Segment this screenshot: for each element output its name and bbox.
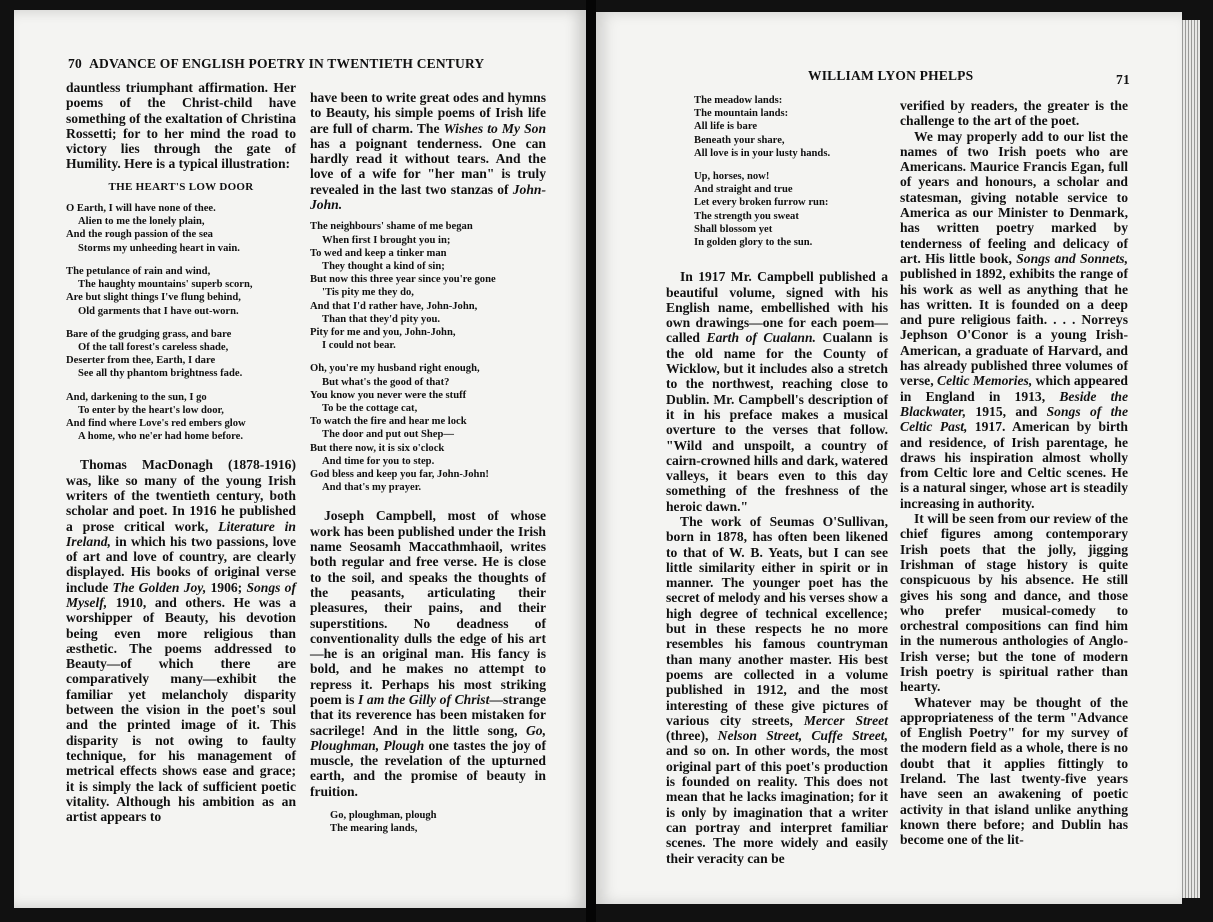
poem-go-ploughman-continued [666,94,888,249]
poem-line: To watch the fire and hear me lock [310,416,467,428]
text-run: in which his two passions, love of art and love of country, are clearly displayed. His books of original verse include [66,533,296,595]
whatever-paragraph: Whatever may be thought of the appropriateness of the term "Advance of English Poetry" for my survey of the modern field as a whole, there is no doubt that it applies fittingly to Ireland. The last twenty-five years have seen an awakening of poetic activity in that island unlike anything known there before; and Dublin has become one of the lit- [900,694,1128,848]
book-title: Literature in Ireland, [66,518,296,549]
page-number-right: 71 [1116,72,1130,87]
text-run: (three), [666,728,718,744]
poem-line: See all thy phantom brightness fade. [78,368,243,380]
intro-paragraph: dauntless triumphant affirmation. Her poems of the Christ-child have something of the exaltation of Christina Rossetti; for to her mind the road to victory lies through the gate of Humility. Here is a typical illustration: [66,80,296,172]
poem-line: Up, horses, now! [694,171,770,183]
left-column-1 [66,80,296,824]
text-run: 1906; [206,579,247,595]
left-column-2 [310,90,546,835]
poem-line: Pity for me and you, John-John, [310,327,456,338]
text-run: Joseph Campbell, most of whose work has been published under the Irish name Seosamh Maccathmhaoil, writes both regular and free verse. He is close to the soil, and speaks the thoughts of the peasants, articulating their pleasures, their pains, and their superstitions. No deadness of conventionality dulls the edge of his art—he is an original man. His fancy is bold, and he makes no attempt to repress it. Perhaps his most striking poem is [310,508,546,707]
poem-title-ref: Nelson Street, Cuffe Street, [717,728,888,744]
text-run: —strange that its reverence has been mistaken for sacrilege! And in the little song, [310,692,547,738]
poem-line: Alien to me the lonely plain, [78,216,205,228]
poem-line: And that I'd rather have, John-John, [310,300,478,312]
running-head-title-right: WILLIAM LYON PHELPS [808,68,974,83]
poem-line: Of the tall forest's careless shade, [78,341,229,353]
book-title: The Golden Joy, [112,579,207,595]
poem-line: O Earth, I will have none of thee. [66,203,216,215]
poem-line: A home, who ne'er had home before. [78,431,243,443]
right-page [596,12,1182,904]
left-page [14,10,586,908]
text-run: one tastes the joy of muscle, the revelation of the upturned earth, and the promise of beauty in fruition. [310,737,546,799]
right-column-2 [900,98,1128,848]
poem-line: And time for you to step. [322,455,435,467]
left-running-head [68,56,484,72]
poem-line: To enter by the heart's low door, [78,404,224,416]
book-title: Songs and Sonnets, [1016,250,1128,266]
book-title: Celtic Memories, [937,373,1033,389]
poem-line: Go, ploughman, plough [330,810,437,822]
text-run: 1915, and [966,403,1047,419]
poem-line: Bare of the grudging grass, and bare [66,328,232,340]
poem-go-ploughman [310,809,546,835]
text-run: Cualann is the old name for the County of Wicklow, but it includes also a stretch to the northwest, reaching close to Dublin. Mr. Campbell's description of it in his preface makes a musical overture to the verses that follow. "Wild and unspoilt, a country of cairn-crowned hills and dark, watered valleys, it bears even to this day something of the freshness of the heroic dawn." [666,330,888,514]
poem-title-ref: Wishes to My Son [443,120,547,136]
poem-line: Let every broken furrow run: [694,197,829,209]
right-column-1 [666,94,888,866]
poem-line: And that's my prayer. [322,482,422,494]
poem-line: And the rough passion of the sea [66,229,213,241]
poem-line: Beneath your share, [694,134,785,146]
text-run: and so on. In other words, the most original part of this poet's production is founded on reality. This does not mean that he lacks imagination; for it is only by imagination that a writer can portray and interpret familiar scenes. The more widely and easily their veracity can be [666,743,888,866]
poem-line: 'Tis pity me they do, [322,287,414,299]
poem-line: The door and put out Shep— [322,429,454,441]
poem-line: To be the cottage cat, [322,403,418,415]
poem-title-ref: John-John. [310,181,546,213]
poem-line: And straight and true [694,184,793,196]
book-title: Songs of the Celtic Past, [900,403,1129,435]
text-run: We may properly add to our list the names of two Irish poets who are Americans. Maurice Francis Egan, full of years and honours, a scholar and statesman, giving notable service to America as our Minister to Denmark, has written poetry marked by tenderness of feeling and delicacy of art. His little book, [900,128,1128,266]
text-run: published in 1892, exhibits the range of his work as well as anything that he has written. It is founded on a deep and pure religious faith. . . . Norreys Jephson O'Conor is a young Irish-American, a graduate of Harvard, and has already published three volumes of verse, [900,266,1128,389]
poem-line: The neighbours' shame of me began [310,221,473,233]
book-title: Earth of Cualann. [706,330,816,346]
verified-paragraph: verified by readers, the greater is the challenge to the art of the poet. [900,98,1128,129]
poem-line: The petulance of rain and wind, [66,265,211,277]
poem-title-ref: Mercer Street [803,712,888,728]
campbell-paragraph [310,508,546,799]
text-run: have been to write great odes and hymns to Beauty, his simple poems of Irish life are full of charm. The [310,90,546,136]
poem-line: In golden glory to the sun. [694,237,813,249]
book-title: Beside the Blackwater, [900,388,1128,419]
poem-line: And, darkening to the sun, I go [66,391,207,403]
poem-line: When first I brought you in; [322,234,451,246]
poem-line: And find where Love's red embers glow [66,417,246,429]
poem-line: The strength you sweat [694,210,799,222]
campbell-1917-paragraph [666,269,888,514]
poem-hearts-low-door [66,202,296,443]
book-spine [586,0,596,922]
poem-line: They thought a kind of sin; [322,260,445,272]
poem-line: God bless and keep you far, John-John! [310,469,489,481]
text-run: has a poignant tenderness. One can hardly read it without tears. And the love of a wife for "her man" is truly revealed in the last two stanzas of [310,135,546,197]
poem-line: Deserter from thee, Earth, I dare [66,355,216,367]
macdonagh-paragraph [66,457,296,824]
poem-line: The mountain lands: [694,108,789,120]
poem-line: The mearing lands, [330,823,418,835]
poem-line: But there now, it is six o'clock [310,442,445,454]
poem-line: The meadow lands: [694,95,783,106]
poem-line: But what's the good of that? [322,376,450,388]
poem-line: To wed and keep a tinker man [310,247,447,259]
text-run: 1910, and others. He was a worshipper of Beauty, his devotion being even more religious than æsthetic. The poems addressed to Beauty—of which there are comparatively many—exhibit the familiar yet melancholy disparity between the vision in the poet's soul and the printed image of it. This disparity is not owing to faulty technique, for his management of metrical effects shows ease and grace; it is simply the lack of sufficient poetic vitality. Although his ambition as an artist appears to [66,595,296,825]
text-run: The work of Seumas O'Sullivan, born in 1878, has often been likened to that of W. B. Yeats, but I can see little similarity either in spirit or in manner. The younger poet has the secret of melody and his verses show a high degree of technical excellence; but in these respects he no more resembles his famous countryman than many another master. His best poems are collected in a volume published in 1912, and the most interesting of these give pictures of various city streets, [666,513,888,728]
page-edges [1180,20,1200,898]
text-run: which appeared in England in 1913, [900,373,1128,404]
poem-line: I could not bear. [322,340,396,352]
poem-line: Old garments that I have out-worn. [78,305,239,317]
poem-line: Shall blossom yet [694,223,773,235]
poem-line: Than that they'd pity you. [322,313,441,325]
poem-title: THE HEART'S LOW DOOR [108,180,254,193]
poem-line: All love is in your lusty hands. [694,147,831,159]
text-run: 1917. American by birth and residence, of Irish parentage, he draws his inspiration almost wholly from Celtic lore and Celtic scenes. He is a natural singer, whose art is steadily increasing in authority. [900,419,1128,511]
poem-line: Are but slight things I've flung behind, [66,292,241,304]
poem-line: All life is bare [694,121,758,133]
running-head-title-left: ADVANCE OF ENGLISH POETRY IN TWENTIETH CENTURY [89,56,485,71]
poem-title-ref: Go, Ploughman, Plough [310,722,546,753]
poem-line: But now this three year since you're gone [310,274,496,286]
poem-title-ref: I am the Gilly of Christ [358,692,490,707]
macdonagh-continued [310,90,546,212]
egan-paragraph [900,129,1128,511]
page-number-left: 70 [68,56,82,71]
poem-line: Oh, you're my husband right enough, [310,363,480,375]
review-paragraph: It will be seen from our review of the chief figures among contemporary Irish poets that the jolly, jigging Irishman of stage history is quite conspicuous by his absence. He still gives his song and dance, and those who prefer musical-comedy to orchestral compositions can find him in the numerous anthologies of Anglo-Irish verse; but the tone of modern Irish poetry is spiritual rather than hearty. [900,511,1128,695]
poem-line: You know you never were the stuff [310,389,467,401]
osullivan-paragraph [666,514,888,866]
text-run: Thomas MacDonagh (1878-1916) was, like so many of the young Irish writers of the twentieth century, both scholar and poet. In 1916 he published a prose critical work, [66,457,296,534]
book-title: Songs of Myself, [66,579,297,610]
text-run: In 1917 Mr. Campbell published a beautiful volume, signed with his English name, embellished with his own drawings—one for each poem—called [666,269,888,346]
poem-john-john [310,220,546,494]
poem-line: Storms my unheeding heart in vain. [78,242,240,254]
poem-line: The haughty mountains' superb scorn, [78,279,253,291]
